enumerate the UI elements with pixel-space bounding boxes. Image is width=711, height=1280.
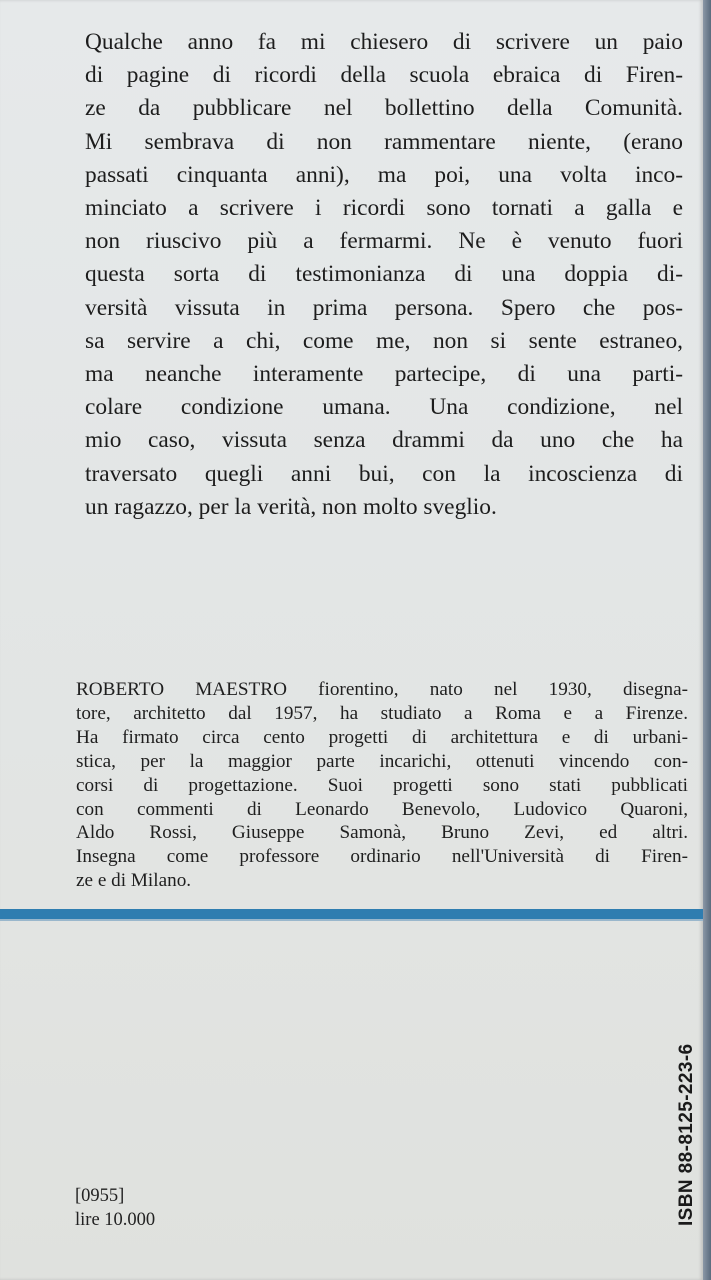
bio-line: stica, per la maggior parte incarichi, ottenuti vincendo con-: [76, 750, 688, 772]
bio-line: Aldo Rossi, Giuseppe Samonà, Bruno Zevi, ed altri.: [76, 822, 688, 844]
blurb-line: ze da pubblicare nel bollettino della Comunità.: [85, 95, 683, 122]
blurb-line: un ragazzo, per la verità, non molto sveglio.: [85, 493, 497, 520]
price-label: lire 10.000: [75, 1210, 156, 1230]
author-bio: [76, 678, 688, 893]
blurb-line: minciato a scrivere i ricordi sono tornati a galla e: [85, 195, 683, 222]
bio-line: corsi di progettazione. Suoi progetti sono stati pubblicati: [76, 774, 688, 796]
blurb-line: traversato quegli anni bui, con la incoscienza di: [85, 460, 683, 487]
bio-line: ze e di Milano.: [76, 870, 192, 892]
blurb-line: di pagine di ricordi della scuola ebraica di Firen-: [85, 62, 683, 89]
blurb-line: passati cinquanta anni), ma poi, una volta inco-: [85, 161, 683, 188]
catalog-code: [0955]: [75, 1186, 125, 1206]
isbn-label: ISBN 88-8125-223-6: [676, 1043, 697, 1226]
divider-shadow: [0, 919, 711, 921]
blue-divider-stripe: [0, 909, 711, 919]
bio-line: con commenti di Leonardo Benevolo, Ludovico Quaroni,: [76, 798, 688, 820]
bio-line: Insegna come professore ordinario nell'Università di Firen-: [76, 846, 688, 868]
blurb-line: questa sorta di testimonianza di una doppia di-: [85, 261, 683, 288]
cover-edge: [703, 0, 711, 1280]
blurb-text: [85, 26, 683, 524]
blurb-line: mio caso, vissuta senza drammi da uno che ha: [85, 427, 683, 454]
blurb-line: non riuscivo più a fermarmi. Ne è venuto fuori: [85, 228, 683, 255]
blurb-line: sa servire a chi, come me, non si sente estraneo,: [85, 327, 683, 354]
bio-line: Ha firmato circa cento progetti di architettura e di urbani-: [76, 726, 688, 748]
blurb-line: colare condizione umana. Una condizione, nel: [85, 394, 683, 421]
bio-line: ROBERTO MAESTRO fiorentino, nato nel 1930, disegna-: [76, 679, 688, 700]
blurb-line: ma neanche interamente partecipe, di una parti-: [85, 361, 683, 388]
blurb-line: Mi sembrava di non rammentare niente, (erano: [85, 128, 683, 155]
blurb-line: Qualche anno fa mi chiesero di scrivere un paio: [85, 29, 683, 55]
price-block: [75, 1184, 155, 1232]
bio-line: tore, architetto dal 1957, ha studiato a Roma e a Firenze.: [76, 702, 688, 724]
blurb-line: versità vissuta in prima persona. Spero che pos-: [85, 294, 683, 321]
